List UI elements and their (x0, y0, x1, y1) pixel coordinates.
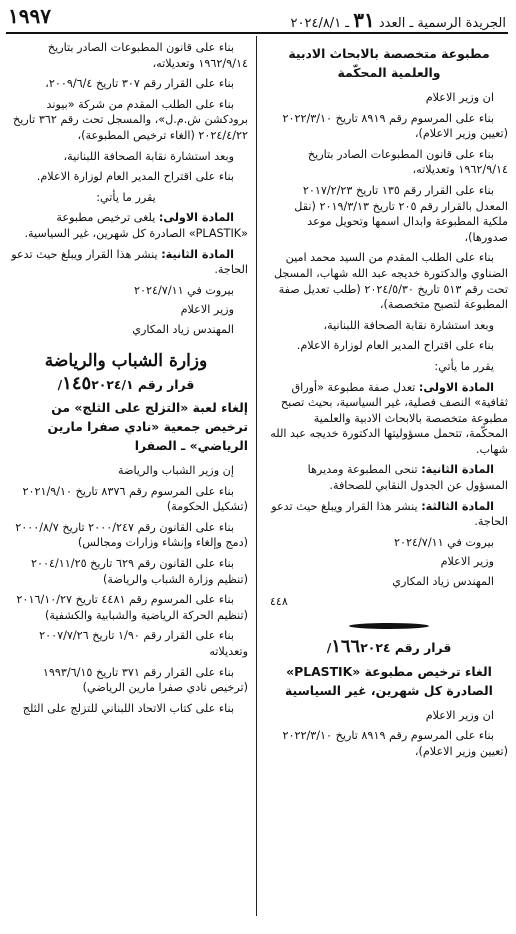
decree-num: ١٤٥ (62, 372, 92, 394)
paragraph: ان وزير الاعلام (425, 91, 494, 104)
paragraph: بناء على القرار رقم ١٣٥ تاريخ ٢٠١٧/٢/٢٣ المعدل بالقرار رقم ٢٠٥ تاريخ ٢٠١٩/٣/١٣ (نقل ملكية المطبوعة وابدال اسمها وتحويل موعد صدورها)، (294, 183, 508, 244)
paragraph: بناء على القانون رقم ٢٠٠٠/٢٤٧ تاريخ ٢٠٠٠/٨/٧ (دمج وإلغاء وإنشاء وزارات ومجالس) (15, 520, 248, 550)
decision-prefix: قرار رقم (394, 640, 452, 656)
paragraph: بناء على المرسوم رقم ٨٩١٩ تاريخ ٢٠٢٢/٣/١٠ (تعيين وزير الاعلام)، (282, 111, 508, 141)
section-separator (349, 623, 429, 629)
decree-year: ٢٠٢٤/١/ (57, 376, 134, 392)
paragraph: بناء على المرسوم رقم ٨٩١٩ تاريخ ٢٠٢٢/٣/١٠ (تعيين وزير الاعلام)، (282, 729, 508, 758)
article-text: تعدل صفة مطبوعة «أوراق ثقافية» النصف فصلية، غير السياسية، بحيث تصبح مطبوعة متخصصة بالابحاث الادبية والعلمية المحكّمة، تتحمل مسؤوليتها الدكتورة خديجه عبد الله شهاب. (270, 380, 508, 456)
issue-date: ـ ٢٠٢٤/٨/١ (290, 16, 350, 31)
decides-line: يقرر ما يأتي: (434, 359, 494, 373)
signature-name: المهندس زياد المكاري (132, 322, 234, 336)
decision-title: الغاء ترخيص مطبوعة «PLASTIK» الصادرة كل شهرين، غير السياسية (285, 663, 493, 698)
article-label: المادة الاولى: (418, 380, 494, 394)
article-1 (4, 210, 248, 241)
article-label: المادة الاولى: (158, 211, 234, 225)
decree-prefix: قرار رقم (137, 376, 195, 392)
decision-number (270, 636, 508, 658)
signature-date: بيروت في ٢٠٢٤/٧/١١ (134, 283, 234, 297)
article-label: المادة الثانية: (161, 247, 234, 261)
paragraph: بناء على قانون المطبوعات الصادر بتاريخ ١٩٦٢/٩/١٤ وتعديلاته، (307, 147, 508, 177)
signature-role: وزير الاعلام (180, 303, 234, 317)
gazette-title: الجريدة الرسمية ـ العدد (378, 16, 506, 31)
paragraph: بناء على اقتراح المدير العام لوزارة الاعلام. (296, 339, 494, 353)
decision-num: ١٦٦ (331, 636, 361, 658)
article-2 (270, 462, 508, 493)
paragraph: بناء على القرار رقم ٣٠٧ تاريخ ٢٠٠٩/٦/٤، (45, 77, 234, 91)
decision-title: مطبوعة متخصصة بالابحاث الادبية والعلمية المحكّمة (288, 46, 490, 80)
article-text: يلغى ترخيص مطبوعة «PLASTIK» الصادرة كل شهرين، غير السياسية. (24, 211, 248, 240)
ministry-heading: وزارة الشباب والرياضة (44, 350, 208, 371)
paragraph: بناء على القرار رقم ٣٧١ تاريخ ١٩٩٣/٦/١٥ (ترخيص نادي صفرا مارين الرياضي) (42, 665, 248, 695)
issue-number: ٣١ (353, 8, 375, 32)
decision-year: ٢٠٢٤/ (326, 640, 391, 656)
reference-number: ٤٤٨ (270, 594, 288, 608)
gazette-masthead (291, 8, 506, 32)
right-column (270, 40, 508, 765)
paragraph: بناء على قانون المطبوعات الصادر بتاريخ ١٩٦٢/٩/١٤ وتعديلاته، (47, 41, 248, 70)
page-number: ١٩٩٧ (8, 4, 51, 28)
paragraph: بناء على اقتراح المدير العام لوزارة الاعلام. (36, 170, 234, 184)
signature-role: وزير الاعلام (440, 555, 494, 569)
paragraph: بناء على الطلب المقدم من شركة «بيوند برودكشن ش.م.ل»، والمسجل تحت رقم ٣٦٢ تاريخ ٢٠٢٤/٤/٢٢ (الغاء ترخيص المطبوعة)، (13, 97, 248, 142)
article-3 (270, 499, 508, 530)
paragraph: إن وزير الشباب والرياضة (117, 464, 234, 478)
paragraph: بناء على المرسوم رقم ٨٣٧٦ تاريخ ٢٠٢١/٩/١٠ (تشكيل الحكومة) (22, 484, 248, 514)
article-2 (4, 247, 248, 278)
paragraph: بناء على الطلب المقدم من السيد محمد امين الضناوي والدكتورة خديجه عبد الله شهاب، المسجل تحت رقم ٥١٣ تاريخ ٢٠٢٤/٥/٣٠ (طلب تعديل صفة المطبوعة لتصبح متخصصة)، (273, 251, 508, 312)
decides-line: يقرر ما يأتي: (96, 190, 156, 204)
decree-title: إلغاء لعبة «التزلج على الثلج» من ترخيص جمعية «نادي صفرا مارين الرياضي» ـ الصفرا (47, 400, 248, 454)
article-1 (270, 380, 508, 458)
decree-number (4, 372, 248, 394)
signature-date: بيروت في ٢٠٢٤/٧/١١ (394, 535, 494, 549)
paragraph: بناء على كتاب الاتحاد اللبناني للتزلج على الثلج (22, 701, 234, 715)
article-text: ينشر هذا القرار ويبلغ حيث تدعو الحاجة. (11, 247, 248, 277)
page-header (6, 4, 508, 34)
article-label: المادة الثانية: (421, 463, 494, 477)
article-text: تنحى المطبوعة ومديرها المسؤول عن الجدول النقابي للصحافة. (307, 463, 508, 493)
paragraph: بناء على القانون رقم ٦٢٩ تاريخ ٢٠٠٤/١١/٢٥ (تنظيم وزارة الشباب والرياضة) (30, 557, 248, 586)
paragraph: وبعد استشارة نقابة الصحافة اللبنانية، (323, 318, 494, 332)
left-column (4, 40, 248, 721)
article-text: ينشر هذا القرار ويبلغ حيث تدعو الحاجة. (271, 499, 508, 529)
paragraph: بناء على المرسوم رقم ٤٤٨١ تاريخ ٢٠١٦/١٠/٢٧ (تنظيم الحركة الرياضية والشبابية والكشفية) (16, 593, 248, 622)
paragraph: وبعد استشارة نقابة الصحافة اللبنانية، (63, 149, 234, 163)
column-divider (256, 36, 257, 916)
article-label: المادة الثالثة: (421, 499, 494, 513)
paragraph: ان وزير الاعلام (425, 708, 494, 722)
signature-name: المهندس زياد المكاري (392, 575, 494, 589)
paragraph: بناء على القرار رقم ١/٩٠ تاريخ ٢٠٠٧/٧/٢٦ وتعديلاته (39, 629, 248, 659)
